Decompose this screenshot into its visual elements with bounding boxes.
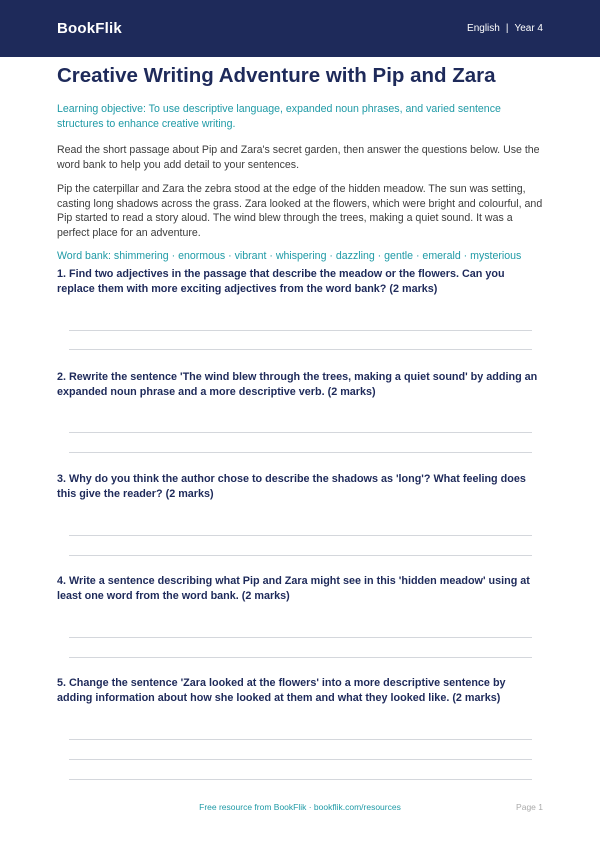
- question-text: 1. Find two adjectives in the passage that describe the meadow or the flowers. Can you replace them with more exciting adjectives from the word bank? (2 marks): [57, 268, 505, 295]
- answer-line[interactable]: [69, 657, 532, 658]
- passage: Pip the caterpillar and Zara the zebra stood at the edge of the hidden meadow. The sun was setting, casting long shadows across the grass. Zara looked at the flowers, which were bright and colourful, and Pip started to read a story aloud. The wind blew through the trees, making a quiet sound. It was a perfect place for an adventure.: [57, 183, 543, 239]
- question-3: [57, 472, 543, 502]
- question-text: 2. Rewrite the sentence 'The wind blew through the trees, making a quiet sound' by adding an expanded noun phrase and a more descriptive verb. (2 marks): [57, 371, 538, 398]
- answer-line[interactable]: [69, 637, 532, 638]
- question-text: 5. Change the sentence 'Zara looked at the flowers' into a more descriptive sentence by adding information about how she looked at them and what they looked like. (2 marks): [57, 677, 506, 704]
- subject-year: [467, 23, 543, 34]
- worksheet-intro: [57, 64, 543, 262]
- instructions: Read the short passage about Pip and Zara's secret garden, then answer the questions below. Use the word bank to help you add detail to your sentences.: [57, 144, 540, 171]
- subject-label: English: [467, 23, 500, 34]
- answer-line[interactable]: [69, 452, 532, 453]
- answer-line[interactable]: [69, 349, 532, 350]
- question-1: [57, 267, 543, 297]
- answer-line[interactable]: [69, 555, 532, 556]
- footer-credit[interactable]: Free resource from BookFlik · bookflik.com/resources: [199, 802, 401, 812]
- word-bank: Word bank: shimmering · enormous · vibrant · whispering · dazzling · gentle · emerald · mysterious: [57, 250, 522, 262]
- page-number: Page 1: [516, 802, 543, 812]
- meta-separator: |: [505, 23, 509, 34]
- answer-line[interactable]: [69, 759, 532, 760]
- year-label: Year 4: [514, 23, 543, 34]
- header-bar: [0, 0, 600, 57]
- question-5: [57, 676, 543, 706]
- answer-line[interactable]: [69, 779, 532, 780]
- brand-logo[interactable]: BookFlik: [57, 20, 122, 37]
- answer-line[interactable]: [69, 432, 532, 433]
- answer-line[interactable]: [69, 739, 532, 740]
- answer-line[interactable]: [69, 330, 532, 331]
- question-2: [57, 370, 543, 400]
- answer-line[interactable]: [69, 535, 532, 536]
- learning-objective: Learning objective: To use descriptive language, expanded noun phrases, and varied sentence structures to enhance creative writing.: [57, 103, 501, 130]
- page-title: Creative Writing Adventure with Pip and Zara: [57, 64, 496, 87]
- question-text: 4. Write a sentence describing what Pip and Zara might see in this 'hidden meadow' using at least one word from the word bank. (2 marks): [57, 575, 530, 602]
- question-4: [57, 574, 543, 604]
- question-text: 3. Why do you think the author chose to describe the shadows as 'long'? What feeling does this give the reader? (2 marks): [57, 473, 526, 500]
